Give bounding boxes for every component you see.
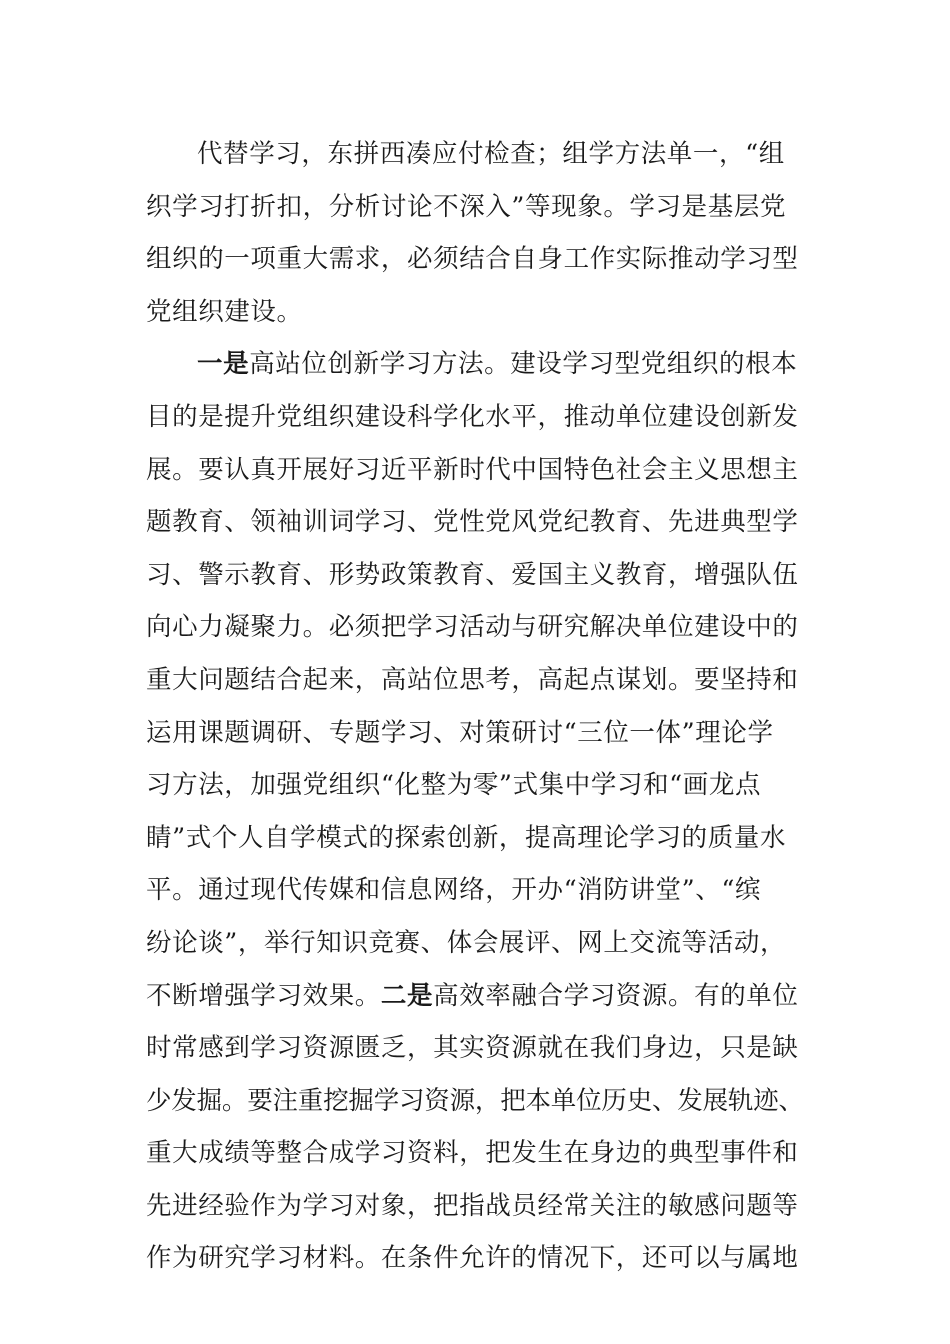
bold-lead-second: 二是 [380,980,434,1011]
paragraph-line: 先进经验作为学习对象，把指战员经常关注的敏感问题等 [146,1190,799,1221]
paragraph-line: 习方法，加强党组织“化整为零”式集中学习和“画龙点 [146,770,762,801]
paragraph-line: 展。要认真开展好习近平新时代中国特色社会主义思想主 [146,454,799,485]
paragraph-line: 代替学习，东拼西凑应付检查；组学方法单一，“组 [197,139,785,169]
paragraph-line: 向心力凝聚力。必须把学习活动与研究解决单位建设中的 [146,612,799,643]
paragraph-line: 重大问题结合起来，高站位思考，高起点谋划。要坚持和 [146,664,799,695]
paragraph-line: 睛”式个人自学模式的探索创新，提高理论学习的质量水 [146,822,787,853]
body-text [146,128,806,1285]
paragraph-line: 习、警示教育、形势政策教育、爱国主义教育，增强队伍 [146,559,799,590]
paragraph-line: 作为研究学习材料。在条件允许的情况下，还可以与属地 [146,1243,799,1274]
paragraph-line: 时常感到学习资源匮乏，其实资源就在我们身边，只是缺 [146,1033,799,1064]
paragraph-line: 织学习打折扣，分析讨论不深入”等现象。学习是基层党 [146,191,787,222]
paragraph-line: 纷论谈”，举行知识竞赛、体会展评、网上交流等活动， [146,927,787,958]
bold-lead-first: 一是 [197,349,250,380]
paragraph-line-text: 高效率融合学习资源。有的单位 [433,980,799,1011]
paragraph-line: 重大成绩等整合成学习资料，把发生在身边的典型事件和 [146,1138,799,1169]
paragraph-line [146,338,806,391]
paragraph-line: 平。通过现代传媒和信息网络，开办“消防讲堂”、“缤 [146,875,762,906]
paragraph-line-text: 高站位创新学习方法。建设学习型党组织的根本 [249,349,798,380]
paragraph-line: 目的是提升党组织建设科学化水平，推动单位建设创新发 [146,401,799,432]
paragraph-line: 党组织建设。 [146,296,303,327]
paragraph-line: 组织的一项重大需求，必须结合自身工作实际推动学习型 [146,244,799,275]
paragraph-line: 运用课题调研、专题学习、对策研讨“三位一体”理论学 [146,717,774,748]
paragraph-line [146,970,806,1023]
paragraph-line-text: 不断增强学习效果。 [146,980,381,1011]
paragraph-line: 题教育、领袖训词学习、党性党风党纪教育、先进典型学 [146,507,799,538]
paragraph-line: 少发掘。要注重挖掘学习资源，把本单位历史、发展轨迹、 [146,1085,804,1116]
